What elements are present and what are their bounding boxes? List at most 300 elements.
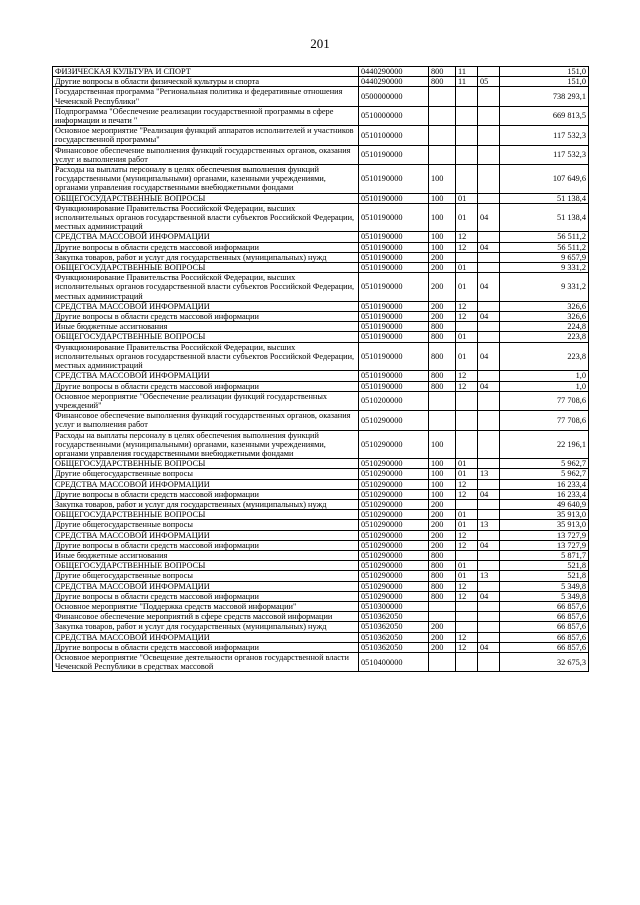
table-row <box>53 469 589 479</box>
target-article-code-cell: 0510290000 <box>359 591 429 601</box>
section-code-cell: 12 <box>456 632 478 642</box>
target-article-code-cell: 0510190000 <box>359 312 429 322</box>
subsection-code-cell <box>478 87 500 106</box>
subsection-code-cell <box>478 632 500 642</box>
row-name-cell: Основное мероприятие "Обеспечение реализации функций государственных учреждений" <box>53 391 359 410</box>
expense-type-code-cell: 100 <box>429 479 456 489</box>
table-row <box>53 322 589 332</box>
target-article-code-cell: 0510290000 <box>359 411 429 430</box>
expense-type-code-cell: 200 <box>429 642 456 652</box>
table-row <box>53 145 589 164</box>
row-name-cell: Другие вопросы в области средств массовой информации <box>53 642 359 652</box>
table-row <box>53 301 589 311</box>
amount-cell: 326,6 <box>500 301 589 311</box>
table-row <box>53 411 589 430</box>
table-row <box>53 642 589 652</box>
row-name-cell: Иные бюджетные ассигнования <box>53 550 359 560</box>
section-code-cell: 01 <box>456 571 478 581</box>
amount-cell: 66 857,6 <box>500 612 589 622</box>
target-article-code-cell: 0510190000 <box>359 381 429 391</box>
amount-cell: 77 708,6 <box>500 411 589 430</box>
target-article-code-cell: 0510290000 <box>359 571 429 581</box>
amount-cell: 66 857,6 <box>500 601 589 611</box>
target-article-code-cell: 0510190000 <box>359 263 429 273</box>
section-code-cell: 12 <box>456 301 478 311</box>
table-row <box>53 540 589 550</box>
expense-type-code-cell: 800 <box>429 322 456 332</box>
amount-cell: 5 962,7 <box>500 469 589 479</box>
row-name-cell: Другие вопросы в области средств массовой информации <box>53 312 359 322</box>
row-name-cell: Финансовое обеспечение выполнения функций государственных органов, оказания услуг и выполнения работ <box>53 145 359 164</box>
subsection-code-cell <box>478 550 500 560</box>
target-article-code-cell: 0440290000 <box>359 67 429 77</box>
table-row <box>53 126 589 145</box>
amount-cell: 1,0 <box>500 381 589 391</box>
amount-cell: 326,6 <box>500 312 589 322</box>
expense-type-code-cell: 100 <box>429 165 456 194</box>
section-code-cell: 12 <box>456 591 478 601</box>
section-code-cell: 12 <box>456 581 478 591</box>
subsection-code-cell <box>478 459 500 469</box>
expense-type-code-cell: 800 <box>429 561 456 571</box>
section-code-cell <box>456 612 478 622</box>
subsection-code-cell <box>478 430 500 459</box>
expense-type-code-cell: 800 <box>429 371 456 381</box>
table-row <box>53 371 589 381</box>
target-article-code-cell: 0510400000 <box>359 652 429 671</box>
subsection-code-cell: 04 <box>478 642 500 652</box>
section-code-cell: 01 <box>456 193 478 203</box>
expense-type-code-cell: 200 <box>429 540 456 550</box>
amount-cell: 35 913,0 <box>500 510 589 520</box>
target-article-code-cell: 0510190000 <box>359 273 429 302</box>
target-article-code-cell: 0510190000 <box>359 252 429 262</box>
amount-cell: 9 657,9 <box>500 252 589 262</box>
expense-type-code-cell: 800 <box>429 571 456 581</box>
expense-type-code-cell: 100 <box>429 459 456 469</box>
subsection-code-cell: 04 <box>478 342 500 371</box>
subsection-code-cell <box>478 530 500 540</box>
subsection-code-cell <box>478 371 500 381</box>
amount-cell: 66 857,6 <box>500 632 589 642</box>
amount-cell: 56 511,2 <box>500 242 589 252</box>
row-name-cell: Функционирование Правительства Российской Федерации, высших исполнительных органов государственной власти субъектов Российской Федерации, местных администраций <box>53 342 359 371</box>
expense-type-code-cell: 200 <box>429 263 456 273</box>
target-article-code-cell: 0510362050 <box>359 622 429 632</box>
section-code-cell: 01 <box>456 273 478 302</box>
amount-cell: 5 871,7 <box>500 550 589 560</box>
row-name-cell: Функционирование Правительства Российской Федерации, высших исполнительных органов государственной власти субъектов Российской Федерации, местных администраций <box>53 273 359 302</box>
subsection-code-cell: 13 <box>478 520 500 530</box>
section-code-cell: 12 <box>456 232 478 242</box>
amount-cell: 223,8 <box>500 332 589 342</box>
table-row <box>53 203 589 232</box>
table-row <box>53 520 589 530</box>
row-name-cell: Другие общегосударственные вопросы <box>53 469 359 479</box>
row-name-cell: Другие вопросы в области средств массовой информации <box>53 242 359 252</box>
target-article-code-cell: 0500000000 <box>359 87 429 106</box>
target-article-code-cell: 0510290000 <box>359 499 429 509</box>
section-code-cell <box>456 106 478 125</box>
row-name-cell: Основное мероприятие "Реализация функций аппаратов исполнителей и участников государственной программы" <box>53 126 359 145</box>
amount-cell: 5 962,7 <box>500 459 589 469</box>
budget-table-body <box>53 67 589 672</box>
expense-type-code-cell: 200 <box>429 312 456 322</box>
expense-type-code-cell: 800 <box>429 332 456 342</box>
amount-cell: 117 532,3 <box>500 126 589 145</box>
expense-type-code-cell: 100 <box>429 430 456 459</box>
amount-cell: 56 511,2 <box>500 232 589 242</box>
subsection-code-cell <box>478 106 500 125</box>
row-name-cell: СРЕДСТВА МАССОВОЙ ИНФОРМАЦИИ <box>53 581 359 591</box>
subsection-code-cell: 13 <box>478 571 500 581</box>
table-row <box>53 652 589 671</box>
row-name-cell: СРЕДСТВА МАССОВОЙ ИНФОРМАЦИИ <box>53 301 359 311</box>
subsection-code-cell <box>478 510 500 520</box>
row-name-cell: ОБЩЕГОСУДАРСТВЕННЫЕ ВОПРОСЫ <box>53 332 359 342</box>
row-name-cell: Другие общегосударственные вопросы <box>53 571 359 581</box>
table-row <box>53 312 589 322</box>
target-article-code-cell: 0510290000 <box>359 459 429 469</box>
row-name-cell: Другие вопросы в области средств массовой информации <box>53 381 359 391</box>
row-name-cell: Другие вопросы в области средств массовой информации <box>53 489 359 499</box>
target-article-code-cell: 0510190000 <box>359 203 429 232</box>
table-row <box>53 571 589 581</box>
page-number: 201 <box>310 36 330 51</box>
table-row <box>53 106 589 125</box>
target-article-code-cell: 0510290000 <box>359 530 429 540</box>
expense-type-code-cell: 100 <box>429 242 456 252</box>
expense-type-code-cell <box>429 411 456 430</box>
expense-type-code-cell: 800 <box>429 67 456 77</box>
row-name-cell: ОБЩЕГОСУДАРСТВЕННЫЕ ВОПРОСЫ <box>53 459 359 469</box>
section-code-cell: 01 <box>456 459 478 469</box>
subsection-code-cell: 04 <box>478 242 500 252</box>
target-article-code-cell: 0510000000 <box>359 106 429 125</box>
target-article-code-cell: 0510290000 <box>359 430 429 459</box>
row-name-cell: Функционирование Правительства Российской Федерации, высших исполнительных органов государственной власти субъектов Российской Федерации, местных администраций <box>53 203 359 232</box>
row-name-cell: Финансовое обеспечение выполнения функций государственных органов, оказания услуг и выполнения работ <box>53 411 359 430</box>
section-code-cell <box>456 322 478 332</box>
target-article-code-cell: 0510190000 <box>359 332 429 342</box>
amount-cell: 738 293,1 <box>500 87 589 106</box>
section-code-cell: 11 <box>456 77 478 87</box>
target-article-code-cell: 0510362050 <box>359 612 429 622</box>
target-article-code-cell: 0510190000 <box>359 242 429 252</box>
table-row <box>53 550 589 560</box>
section-code-cell: 12 <box>456 530 478 540</box>
expense-type-code-cell: 800 <box>429 550 456 560</box>
amount-cell: 66 857,6 <box>500 622 589 632</box>
target-article-code-cell: 0510290000 <box>359 581 429 591</box>
table-row <box>53 381 589 391</box>
section-code-cell: 01 <box>456 203 478 232</box>
section-code-cell: 11 <box>456 67 478 77</box>
table-row <box>53 632 589 642</box>
subsection-code-cell <box>478 232 500 242</box>
row-name-cell: Иные бюджетные ассигнования <box>53 322 359 332</box>
section-code-cell: 12 <box>456 381 478 391</box>
subsection-code-cell: 04 <box>478 273 500 302</box>
row-name-cell: СРЕДСТВА МАССОВОЙ ИНФОРМАЦИИ <box>53 371 359 381</box>
expense-type-code-cell: 100 <box>429 489 456 499</box>
section-code-cell: 12 <box>456 489 478 499</box>
subsection-code-cell <box>478 193 500 203</box>
row-name-cell: Другие вопросы в области средств массовой информации <box>53 540 359 550</box>
target-article-code-cell: 0510190000 <box>359 301 429 311</box>
expense-type-code-cell <box>429 106 456 125</box>
target-article-code-cell: 0510290000 <box>359 561 429 571</box>
table-row <box>53 232 589 242</box>
row-name-cell: СРЕДСТВА МАССОВОЙ ИНФОРМАЦИИ <box>53 232 359 242</box>
subsection-code-cell <box>478 263 500 273</box>
expense-type-code-cell: 200 <box>429 301 456 311</box>
expense-type-code-cell: 100 <box>429 232 456 242</box>
target-article-code-cell: 0510200000 <box>359 391 429 410</box>
amount-cell: 13 727,9 <box>500 530 589 540</box>
target-article-code-cell: 0510190000 <box>359 193 429 203</box>
amount-cell: 5 349,8 <box>500 581 589 591</box>
amount-cell: 22 196,1 <box>500 430 589 459</box>
subsection-code-cell: 04 <box>478 540 500 550</box>
amount-cell: 9 331,2 <box>500 263 589 273</box>
amount-cell: 35 913,0 <box>500 520 589 530</box>
expense-type-code-cell <box>429 601 456 611</box>
target-article-code-cell: 0510300000 <box>359 601 429 611</box>
table-row <box>53 263 589 273</box>
target-article-code-cell: 0510190000 <box>359 232 429 242</box>
section-code-cell: 12 <box>456 642 478 652</box>
target-article-code-cell: 0510290000 <box>359 469 429 479</box>
row-name-cell: Закупка товаров, работ и услуг для государственных (муниципальных) нужд <box>53 622 359 632</box>
target-article-code-cell: 0510190000 <box>359 371 429 381</box>
expense-type-code-cell: 200 <box>429 499 456 509</box>
amount-cell: 77 708,6 <box>500 391 589 410</box>
expense-type-code-cell: 800 <box>429 77 456 87</box>
table-row <box>53 252 589 262</box>
section-code-cell: 01 <box>456 510 478 520</box>
section-code-cell: 01 <box>456 332 478 342</box>
subsection-code-cell <box>478 561 500 571</box>
table-row <box>53 561 589 571</box>
amount-cell: 224,8 <box>500 322 589 332</box>
target-article-code-cell: 0440290000 <box>359 77 429 87</box>
table-row <box>53 77 589 87</box>
row-name-cell: Подпрограмма "Обеспечение реализации государственной программы в сфере информации и печати " <box>53 106 359 125</box>
target-article-code-cell: 0510190000 <box>359 145 429 164</box>
subsection-code-cell: 04 <box>478 591 500 601</box>
section-code-cell <box>456 165 478 194</box>
row-name-cell: СРЕДСТВА МАССОВОЙ ИНФОРМАЦИИ <box>53 479 359 489</box>
expense-type-code-cell: 200 <box>429 530 456 540</box>
target-article-code-cell: 0510290000 <box>359 520 429 530</box>
expense-type-code-cell <box>429 87 456 106</box>
row-name-cell: Другие общегосударственные вопросы <box>53 520 359 530</box>
amount-cell: 66 857,6 <box>500 642 589 652</box>
row-name-cell: ОБЩЕГОСУДАРСТВЕННЫЕ ВОПРОСЫ <box>53 193 359 203</box>
subsection-code-cell <box>478 612 500 622</box>
section-code-cell <box>456 652 478 671</box>
target-article-code-cell: 0510190000 <box>359 322 429 332</box>
section-code-cell <box>456 430 478 459</box>
section-code-cell: 12 <box>456 242 478 252</box>
expense-type-code-cell: 100 <box>429 469 456 479</box>
section-code-cell: 12 <box>456 312 478 322</box>
row-name-cell: Основное мероприятие "Освещение деятельности органов государственной власти Чеченской Республики в средствах массовой <box>53 652 359 671</box>
table-row <box>53 622 589 632</box>
subsection-code-cell: 04 <box>478 203 500 232</box>
expense-type-code-cell: 100 <box>429 193 456 203</box>
row-name-cell: ФИЗИЧЕСКАЯ КУЛЬТУРА И СПОРТ <box>53 67 359 77</box>
subsection-code-cell <box>478 252 500 262</box>
amount-cell: 151,0 <box>500 67 589 77</box>
subsection-code-cell: 05 <box>478 77 500 87</box>
row-name-cell: СРЕДСТВА МАССОВОЙ ИНФОРМАЦИИ <box>53 632 359 642</box>
row-name-cell: СРЕДСТВА МАССОВОЙ ИНФОРМАЦИИ <box>53 530 359 540</box>
subsection-code-cell: 04 <box>478 489 500 499</box>
target-article-code-cell: 0510100000 <box>359 126 429 145</box>
section-code-cell <box>456 145 478 164</box>
table-row <box>53 391 589 410</box>
amount-cell: 9 331,2 <box>500 273 589 302</box>
section-code-cell: 12 <box>456 540 478 550</box>
subsection-code-cell <box>478 499 500 509</box>
expense-type-code-cell <box>429 391 456 410</box>
expense-type-code-cell: 200 <box>429 510 456 520</box>
subsection-code-cell <box>478 165 500 194</box>
expense-type-code-cell: 200 <box>429 632 456 642</box>
table-row <box>53 489 589 499</box>
row-name-cell: ОБЩЕГОСУДАРСТВЕННЫЕ ВОПРОСЫ <box>53 561 359 571</box>
table-row <box>53 242 589 252</box>
table-row <box>53 87 589 106</box>
section-code-cell <box>456 391 478 410</box>
section-code-cell: 01 <box>456 520 478 530</box>
table-row <box>53 165 589 194</box>
subsection-code-cell <box>478 479 500 489</box>
expense-type-code-cell: 100 <box>429 203 456 232</box>
subsection-code-cell: 04 <box>478 381 500 391</box>
section-code-cell <box>456 601 478 611</box>
table-row <box>53 591 589 601</box>
target-article-code-cell: 0510362050 <box>359 642 429 652</box>
amount-cell: 107 649,6 <box>500 165 589 194</box>
amount-cell: 51 138,4 <box>500 203 589 232</box>
target-article-code-cell: 0510190000 <box>359 165 429 194</box>
target-article-code-cell: 0510290000 <box>359 550 429 560</box>
table-row <box>53 67 589 77</box>
target-article-code-cell: 0510290000 <box>359 489 429 499</box>
amount-cell: 51 138,4 <box>500 193 589 203</box>
section-code-cell <box>456 126 478 145</box>
row-name-cell: Закупка товаров, работ и услуг для государственных (муниципальных) нужд <box>53 499 359 509</box>
section-code-cell <box>456 499 478 509</box>
table-row <box>53 612 589 622</box>
row-name-cell: ОБЩЕГОСУДАРСТВЕННЫЕ ВОПРОСЫ <box>53 510 359 520</box>
table-row <box>53 459 589 469</box>
amount-cell: 16 233,4 <box>500 489 589 499</box>
subsection-code-cell <box>478 322 500 332</box>
expense-type-code-cell: 200 <box>429 252 456 262</box>
table-row <box>53 601 589 611</box>
table-row <box>53 499 589 509</box>
table-row <box>53 581 589 591</box>
row-name-cell: ОБЩЕГОСУДАРСТВЕННЫЕ ВОПРОСЫ <box>53 263 359 273</box>
expense-type-code-cell: 800 <box>429 342 456 371</box>
section-code-cell <box>456 87 478 106</box>
subsection-code-cell <box>478 411 500 430</box>
row-name-cell: Основное мероприятие "Поддержка средств массовой информации" <box>53 601 359 611</box>
amount-cell: 669 813,5 <box>500 106 589 125</box>
amount-cell: 117 532,3 <box>500 145 589 164</box>
subsection-code-cell <box>478 126 500 145</box>
section-code-cell <box>456 550 478 560</box>
table-row <box>53 273 589 302</box>
row-name-cell: Расходы на выплаты персоналу в целях обеспечения выполнения функций государственными (муниципальными) органами, казенными учреждениями, органами управления государственными внебюджетными фондами <box>53 430 359 459</box>
row-name-cell: Финансовое обеспечение мероприятий в сфере средств массовой информации <box>53 612 359 622</box>
section-code-cell <box>456 252 478 262</box>
target-article-code-cell: 0510290000 <box>359 540 429 550</box>
table-row <box>53 332 589 342</box>
row-name-cell: Другие вопросы в области средств массовой информации <box>53 591 359 601</box>
subsection-code-cell <box>478 581 500 591</box>
amount-cell: 521,8 <box>500 561 589 571</box>
target-article-code-cell: 0510362050 <box>359 632 429 642</box>
subsection-code-cell <box>478 622 500 632</box>
expense-type-code-cell <box>429 652 456 671</box>
amount-cell: 1,0 <box>500 371 589 381</box>
table-row <box>53 193 589 203</box>
table-row <box>53 530 589 540</box>
target-article-code-cell: 0510290000 <box>359 510 429 520</box>
section-code-cell <box>456 411 478 430</box>
subsection-code-cell: 04 <box>478 312 500 322</box>
amount-cell: 521,8 <box>500 571 589 581</box>
amount-cell: 223,8 <box>500 342 589 371</box>
section-code-cell: 12 <box>456 479 478 489</box>
section-code-cell <box>456 622 478 632</box>
expense-type-code-cell: 200 <box>429 520 456 530</box>
subsection-code-cell <box>478 145 500 164</box>
section-code-cell: 12 <box>456 371 478 381</box>
subsection-code-cell <box>478 391 500 410</box>
amount-cell: 32 675,3 <box>500 652 589 671</box>
expense-type-code-cell <box>429 145 456 164</box>
subsection-code-cell <box>478 652 500 671</box>
subsection-code-cell <box>478 301 500 311</box>
section-code-cell: 01 <box>456 561 478 571</box>
amount-cell: 5 349,8 <box>500 591 589 601</box>
row-name-cell: Другие вопросы в области физической культуры и спорта <box>53 77 359 87</box>
section-code-cell: 01 <box>456 342 478 371</box>
row-name-cell: Расходы на выплаты персоналу в целях обеспечения выполнения функций государственными (муниципальными) органами, казенными учреждениями, органами управления государственными внебюджетными фондами <box>53 165 359 194</box>
section-code-cell: 01 <box>456 469 478 479</box>
expense-type-code-cell: 800 <box>429 591 456 601</box>
table-row <box>53 479 589 489</box>
budget-table <box>52 66 589 672</box>
subsection-code-cell <box>478 67 500 77</box>
expense-type-code-cell: 200 <box>429 622 456 632</box>
row-name-cell: Государственная программа "Региональная политика и федеративные отношения Чеченской Республики" <box>53 87 359 106</box>
target-article-code-cell: 0510290000 <box>359 479 429 489</box>
subsection-code-cell <box>478 601 500 611</box>
amount-cell: 13 727,9 <box>500 540 589 550</box>
amount-cell: 16 233,4 <box>500 479 589 489</box>
amount-cell: 151,0 <box>500 77 589 87</box>
subsection-code-cell <box>478 332 500 342</box>
row-name-cell: Закупка товаров, работ и услуг для государственных (муниципальных) нужд <box>53 252 359 262</box>
expense-type-code-cell: 200 <box>429 273 456 302</box>
